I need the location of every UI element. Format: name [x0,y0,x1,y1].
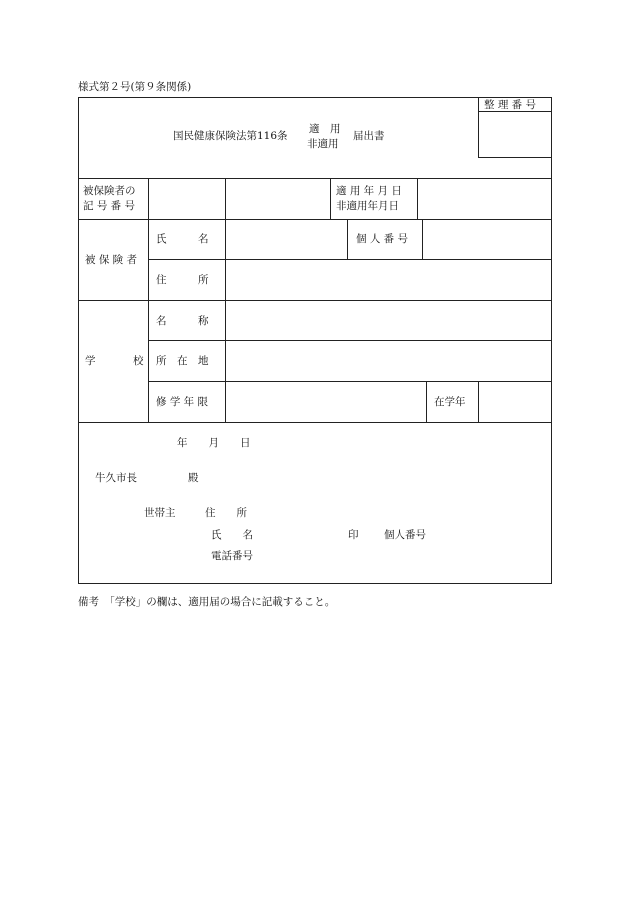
title-option-apply: 適 用 [309,123,341,135]
seiri-bangou-field[interactable] [479,112,551,157]
name-field[interactable] [226,220,346,258]
note: 備考 「学校」の欄は、適用届の場合に記載すること。 [78,596,336,608]
address-label: 住 所 [156,274,209,286]
kojin-bangou-field[interactable] [423,220,551,258]
setainushi-label: 世帯主 [144,507,176,519]
gakko-label-left: 学 [85,355,96,367]
kigo-field[interactable] [149,179,224,218]
name-label: 氏 名 [156,233,209,245]
applicant-kojin-label: 個人番号 [384,529,426,541]
declaration-date: 年 月 日 [177,437,251,449]
form-number: 様式第２号(第９条関係) [78,81,192,93]
bangou-field[interactable] [226,179,329,218]
honorific: 殿 [188,472,199,484]
enrollment-year-label: 在学年 [434,396,466,408]
divider [347,219,348,259]
kigo-label-line1: 被保険者の [83,185,136,197]
kigo-label-line2: 記 号 番 号 [83,200,136,212]
school-name-field[interactable] [226,301,551,339]
applicant-name-label: 氏 名 [211,529,253,541]
title-suffix: 届出書 [353,130,385,142]
form-title: 国民健康保険法第116条 [173,130,288,142]
enrollment-year-field[interactable] [479,382,551,421]
seiri-bangou-label: 整 理 番 号 [484,99,537,111]
seal-label: 印 [348,529,359,541]
study-period-field[interactable] [226,382,425,421]
phone-label: 電話番号 [211,550,253,562]
school-location-field[interactable] [226,341,551,380]
divider [78,422,552,423]
addressee: 牛久市長 [95,472,137,484]
hihokensha-label: 被 保 険 者 [85,254,138,266]
address-field[interactable] [226,260,551,299]
title-option-nonapply: 非適用 [307,138,339,150]
kojin-bangou-label: 個 人 番 号 [356,233,409,245]
divider [478,157,552,158]
date-field[interactable] [418,179,551,218]
applicant-address-label: 住 所 [205,507,247,519]
school-name-label: 名 称 [156,315,209,327]
divider [426,381,427,422]
gakko-label-right: 校 [133,355,144,367]
nonapply-date-label: 非適用年月日 [336,200,399,212]
apply-date-label: 適 用 年 月 日 [336,185,402,197]
divider [330,178,331,219]
school-location-label: 所 在 地 [156,355,209,367]
study-period-label: 修 学 年 限 [156,396,209,408]
